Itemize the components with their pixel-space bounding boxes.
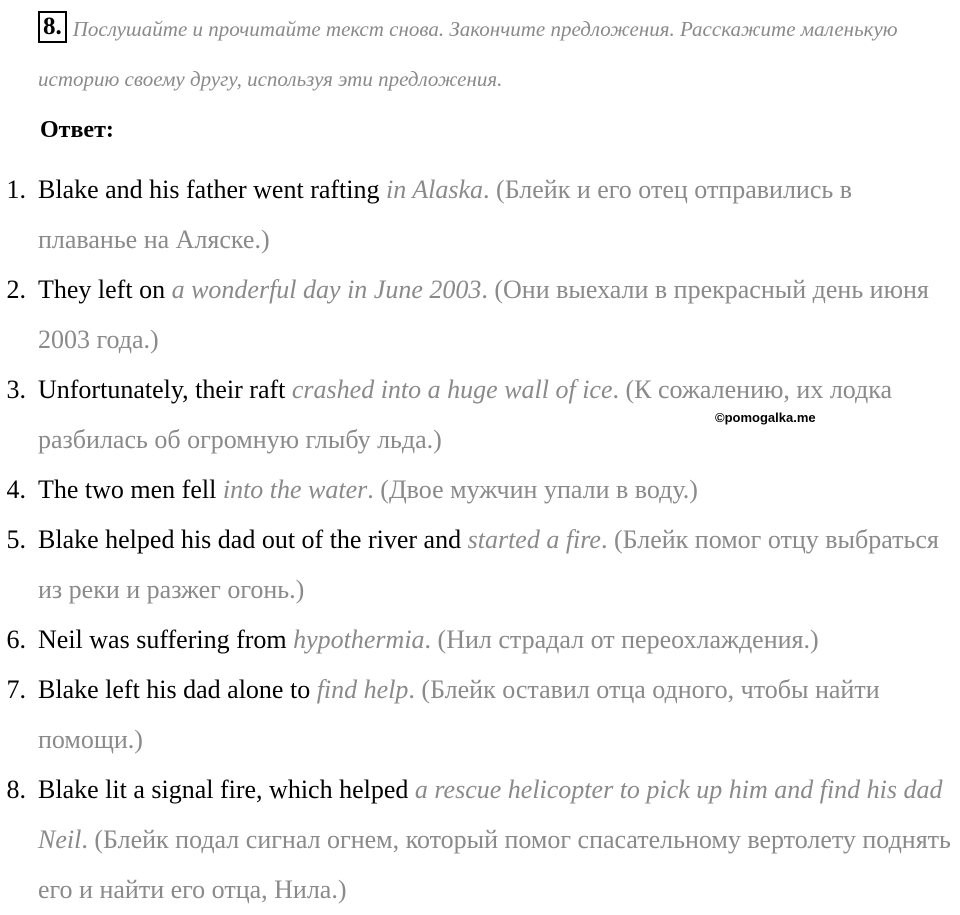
answer-sentence-start: Blake helped his dad out of the river and [38, 525, 468, 554]
answer-item-6 [0, 615, 960, 665]
answer-translation: (Блейк помог отцу выбраться из реки и разжег огонь.) [38, 525, 939, 604]
task-instruction-block [38, 4, 953, 104]
answer-sentence-start: Unfortunately, their raft [38, 375, 292, 404]
answer-sentence-start: They left on [38, 275, 172, 304]
answer-filled-phrase: in Alaska [386, 175, 484, 204]
answer-item-3 [0, 365, 960, 465]
answer-sentence-start: The two men fell [38, 475, 223, 504]
answer-sentence-start: Blake and his father went rafting [38, 175, 386, 204]
watermark: ©pomogalka.me [715, 410, 816, 425]
answer-translation: (Нил страдал от переохлаждения.) [437, 625, 819, 654]
answer-item-5 [0, 515, 960, 615]
answer-item-1 [0, 165, 960, 265]
answer-filled-phrase: crashed into a huge wall of ice [291, 375, 613, 404]
answer-sentence-end: . [600, 525, 614, 554]
answer-translation: (Двое мужчин упали в воду.) [380, 475, 698, 504]
answer-filled-phrase: find help [316, 675, 409, 704]
answer-translation: (Блейк подал сигнал огнем, который помог спасательному вертолету поднять его и найти его отца, Нила.) [38, 825, 951, 904]
task-number-badge: 8. [38, 11, 67, 43]
answer-filled-phrase: a rescue helicopter to pick up him and find his dad Neil [38, 775, 943, 854]
answer-translation: (Блейк оставил отца одного, чтобы найти помощи.) [38, 675, 880, 754]
answer-sentence-start: Neil was suffering from [38, 625, 294, 654]
answer-item-4 [0, 465, 960, 515]
answer-number: 7. [6, 675, 26, 704]
answer-item-8 [0, 765, 960, 915]
answer-number: 5. [6, 525, 26, 554]
answer-number: 8. [6, 775, 26, 804]
answer-heading: Ответ: [40, 117, 114, 143]
answer-sentence-end: . [408, 675, 422, 704]
answer-item-2 [0, 265, 960, 365]
answer-filled-phrase: into the water [222, 475, 368, 504]
answer-number: 2. [6, 275, 26, 304]
answer-sentence-end: . [483, 175, 497, 204]
answer-sentence-end: . [612, 375, 626, 404]
answer-number: 3. [6, 375, 26, 404]
answer-list [0, 165, 960, 915]
answer-sentence-end: . [424, 625, 438, 654]
answer-filled-phrase: a wonderful day in June 2003 [171, 275, 482, 304]
task-instruction-text: Послушайте и прочитайте текст снова. Закончите предложения. Расскажите маленькую историю своему другу, используя эти предложения. [38, 17, 898, 91]
answer-item-7 [0, 665, 960, 765]
answer-number: 1. [6, 175, 26, 204]
answer-sentence-start: Blake lit a signal fire, which helped [38, 775, 415, 804]
answer-translation: (К сожалению, их лодка разбилась об огромную глыбу льда.) [38, 375, 893, 454]
answer-filled-phrase: hypothermia [293, 625, 425, 654]
answer-sentence-end: . [367, 475, 381, 504]
answer-number: 6. [6, 625, 26, 654]
answer-number: 4. [6, 475, 26, 504]
answer-translation: (Блейк и его отец отправились в плаванье на Аляске.) [38, 175, 853, 254]
answer-filled-phrase: started a fire [467, 525, 601, 554]
answer-translation: (Они выехали в прекрасный день июня 2003 года.) [38, 275, 929, 354]
answer-sentence-end: . [81, 825, 95, 854]
answer-sentence-start: Blake left his dad alone to [38, 675, 317, 704]
answer-sentence-end: . [481, 275, 495, 304]
